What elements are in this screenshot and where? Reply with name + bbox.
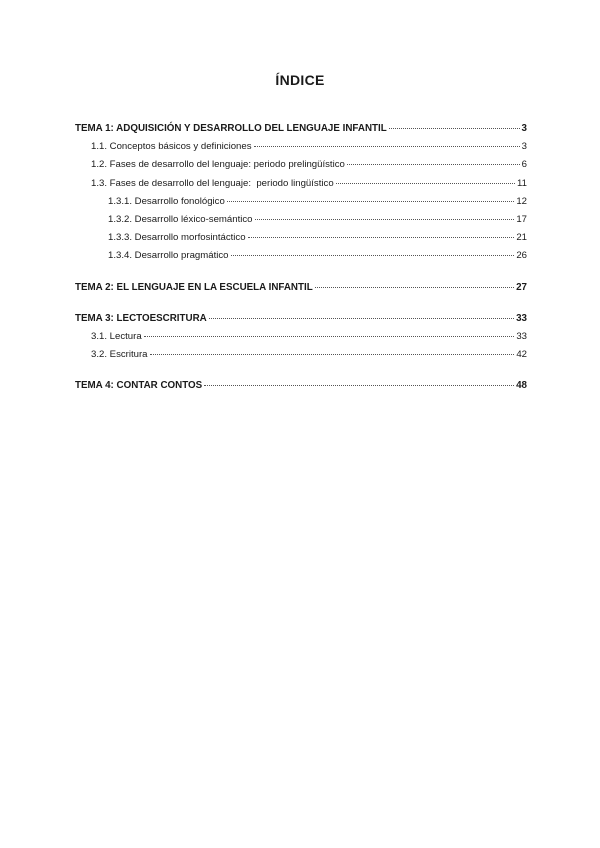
toc-entry-tema-4[interactable] bbox=[75, 377, 527, 395]
toc-entry-page: 26 bbox=[516, 250, 527, 262]
toc-entry-1-3-4[interactable] bbox=[75, 247, 527, 265]
dot-leader bbox=[255, 219, 515, 220]
toc-entry-page: 42 bbox=[516, 349, 527, 361]
dot-leader bbox=[336, 183, 515, 184]
dot-leader bbox=[389, 128, 520, 129]
toc-entry-label: 3.2. Escritura bbox=[91, 349, 148, 361]
page-title: ÍNDICE bbox=[275, 72, 325, 88]
toc-entry-label: TEMA 1: ADQUISICIÓN Y DESARROLLO DEL LENGUAJE INFANTIL bbox=[75, 123, 387, 134]
toc-entry-label: 1.1. Conceptos básicos y definiciones bbox=[91, 141, 252, 153]
toc-entry-page: 12 bbox=[516, 195, 527, 207]
dot-leader bbox=[227, 201, 515, 202]
toc-entry-page: 33 bbox=[516, 312, 527, 324]
table-of-contents bbox=[75, 120, 527, 395]
dot-leader bbox=[209, 318, 514, 319]
toc-entry-label: TEMA 3: LECTOESCRITURA bbox=[75, 312, 207, 324]
dot-leader bbox=[315, 287, 514, 288]
toc-entry-1-3[interactable] bbox=[75, 175, 527, 193]
toc-entry-label: TEMA 4: CONTAR CONTOS bbox=[75, 380, 203, 392]
toc-entry-label: 1.3.3. Desarrollo morfosintáctico bbox=[108, 232, 246, 244]
toc-entry-label: 3.1. Lectura bbox=[91, 330, 142, 342]
toc-entry-page: 6 bbox=[521, 159, 527, 171]
dot-leader bbox=[347, 164, 520, 165]
toc-entry-page: 3 bbox=[521, 123, 527, 134]
toc-entry-3-2[interactable] bbox=[75, 346, 527, 364]
toc-entry-page: 11 bbox=[517, 177, 527, 189]
toc-entry-1-3-3[interactable] bbox=[75, 229, 527, 247]
toc-entry-page: 21 bbox=[516, 232, 527, 244]
toc-entry-page: 17 bbox=[516, 213, 527, 225]
dot-leader bbox=[204, 385, 514, 386]
toc-entry-page: 3 bbox=[521, 141, 527, 153]
toc-entry-page: 27 bbox=[516, 281, 527, 293]
toc-entry-label: TEMA 2: EL LENGUAJE EN LA ESCUELA INFANTIL bbox=[75, 281, 313, 293]
toc-entry-1-2[interactable] bbox=[75, 156, 527, 174]
dot-leader bbox=[254, 146, 520, 147]
dot-leader bbox=[144, 336, 515, 337]
toc-entry-label: 1.3. Fases de desarrollo del lenguaje: periodo lingüístico bbox=[91, 177, 334, 189]
toc-entry-tema-2[interactable] bbox=[75, 279, 527, 297]
toc-entry-label: 1.3.1. Desarrollo fonológico bbox=[108, 195, 225, 207]
toc-entry-page: 33 bbox=[516, 330, 527, 342]
toc-entry-label: 1.3.2. Desarrollo léxico-semántico bbox=[108, 213, 253, 225]
toc-entry-label: 1.2. Fases de desarrollo del lenguaje: periodo prelingüístico bbox=[91, 159, 345, 171]
dot-leader bbox=[248, 237, 515, 238]
toc-entry-page: 48 bbox=[516, 380, 527, 392]
toc-entry-tema-3[interactable] bbox=[75, 310, 527, 328]
toc-entry-label: 1.3.4. Desarrollo pragmático bbox=[108, 250, 229, 262]
dot-leader bbox=[231, 255, 515, 256]
dot-leader bbox=[150, 354, 515, 355]
toc-entry-3-1[interactable] bbox=[75, 328, 527, 346]
toc-entry-tema-1[interactable] bbox=[75, 120, 527, 138]
toc-entry-1-3-2[interactable] bbox=[75, 211, 527, 229]
toc-entry-1-3-1[interactable] bbox=[75, 193, 527, 211]
toc-entry-1-1[interactable] bbox=[75, 138, 527, 156]
